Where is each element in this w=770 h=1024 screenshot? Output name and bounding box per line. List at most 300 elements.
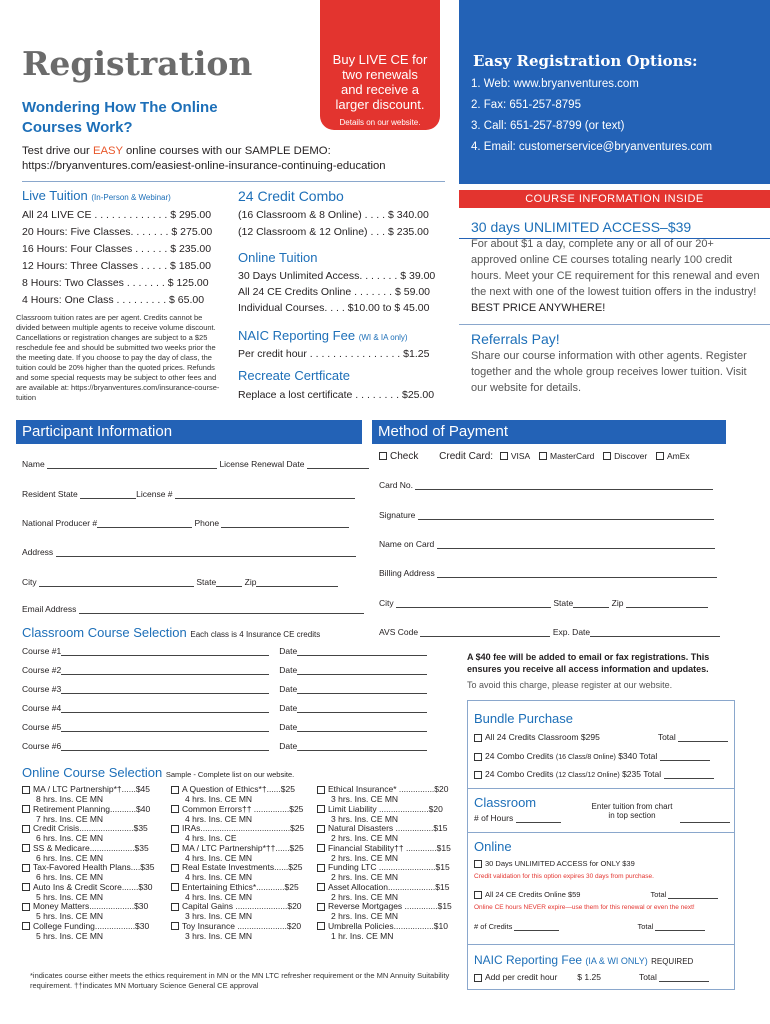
course-checkbox[interactable] (171, 825, 179, 833)
online-course-item[interactable] (22, 804, 167, 824)
course-checkbox[interactable] (317, 864, 325, 872)
course-4-line[interactable] (61, 704, 269, 713)
date-label: Date (279, 741, 298, 751)
unlimited-body: For about $1 a day, complete any or all of our 20+ approved online CE courses totaling nearly 100 credit hours. Meet your CE requirement for this renewal and even the next with one of the lowest tuition offers in the industry! (471, 238, 760, 298)
online-course-item[interactable] (22, 901, 167, 921)
course-2-row[interactable] (22, 665, 427, 675)
city-line[interactable] (39, 578, 194, 587)
live-row-6: 4 Hours: One Class . . . . . . . . . $ 65.00 (22, 294, 205, 306)
course-1-label: Course #1 (22, 646, 62, 656)
demo-pre: Test drive our (22, 145, 93, 157)
course-checkbox[interactable] (22, 903, 30, 911)
bundle-3-total: $235 Total (622, 769, 662, 779)
credits-total-line[interactable] (655, 922, 705, 931)
online-course-item[interactable] (171, 901, 316, 921)
avs-line[interactable] (420, 628, 550, 637)
resident-label: Resident State (22, 489, 78, 499)
course-hours: 5 hrs. Ins. CE MN (36, 891, 104, 902)
billing-field[interactable] (379, 568, 717, 578)
naic-bundle-label: Add per credit hour (485, 972, 558, 982)
online-all-total: Total (650, 890, 667, 899)
course-title: Financial Stability†† .............$15 (328, 842, 451, 853)
course-hours: 2 hrs. Ins. CE MN (331, 852, 399, 863)
bundle-1-checkbox[interactable] (474, 734, 482, 742)
date-label: Date (279, 665, 298, 675)
hours-field[interactable] (474, 813, 561, 823)
course-title: Natural Disasters ................$15 (328, 823, 448, 833)
course-checkbox[interactable] (317, 844, 325, 852)
payment-type-row (379, 451, 690, 462)
online-all-label: All 24 CE Credits Online $59 (485, 890, 581, 899)
online-course-item[interactable] (22, 882, 167, 902)
naic-bundle-price: $ 1.25 (577, 972, 601, 982)
online-course-item[interactable] (317, 784, 462, 804)
divider (459, 324, 770, 325)
tuition-fine-print: Classroom tuition rates are per agent. Credits cannot be divided between multiple agents to receive volume discount. Cancellations or registration changes are subject to a $25 reschedule fee and should be submitted two weeks prior the the meeting date. If you choose to pay the day of class, the tuition could be 20% higher than the quoted prices. Refunds and some special requests may be subject to other fees and are available at: https://bryanventures.com/insurance-course-tuition (16, 313, 220, 402)
online-course-item[interactable] (22, 823, 167, 843)
email-field[interactable] (22, 604, 364, 614)
online-course-item[interactable] (171, 862, 316, 882)
combo-heading: 24 Credit Combo (238, 188, 344, 204)
naic-bundle-row[interactable] (474, 972, 709, 982)
course-hours: 6 hrs. Ins. CE MN (36, 852, 104, 863)
course-6-line[interactable] (61, 742, 269, 751)
live-row-1: All 24 LIVE CE . . . . . . . . . . . . . $ 295.00 (22, 209, 212, 221)
promo-line-4: larger discount. (335, 97, 425, 112)
course-3-row[interactable] (22, 684, 427, 694)
course-hours: 5 hrs. Ins. CE MN (36, 930, 104, 941)
date-3-line[interactable] (297, 685, 427, 694)
online-bundle-row-1[interactable] (474, 859, 635, 868)
npn-label: National Producer # (22, 518, 98, 528)
referrals-text: Share our course information with other agents. Register together and the whole group receives lower tuition. Visit our website for details. (471, 350, 747, 394)
unlimited-text (471, 236, 761, 316)
hours-label: # of Hours (474, 813, 514, 823)
divider (467, 832, 735, 833)
course-hours: 3 hrs. Ins. CE MN (185, 911, 253, 921)
classroom-total[interactable] (680, 813, 730, 823)
naic-small: (WI & IA only) (358, 333, 408, 342)
license-no-label: License # (136, 489, 173, 499)
bundle-3-label: 24 Combo Credits (485, 769, 554, 779)
course-checkbox[interactable] (22, 844, 30, 852)
online-course-item[interactable] (317, 804, 462, 824)
bundle-3-checkbox[interactable] (474, 771, 482, 779)
credits-line[interactable] (514, 922, 559, 931)
online-bundle-heading: Online (474, 839, 512, 854)
combo-row-1: (16 Classroom & 8 Online) . . . . $ 340.00 (238, 209, 429, 221)
online-course-item[interactable] (317, 862, 462, 882)
check-checkbox[interactable] (379, 452, 387, 460)
resident-line[interactable] (80, 490, 136, 499)
demo-text (22, 144, 442, 174)
promo-details: Details on our website. (339, 118, 421, 127)
bundle-row-1[interactable] (474, 732, 728, 742)
naic-heading (238, 328, 408, 343)
naic-title: NAIC Reporting Fee (238, 328, 356, 343)
online-note-2: Online CE hours NEVER expire—use them for this renewal or even the next! (474, 904, 695, 911)
online-row-2: All 24 CE Credits Online . . . . . . . $ 59.00 (238, 286, 431, 298)
live-tuition-small: (In-Person & Webinar) (91, 193, 171, 202)
bundle-3-sub: (12 Class/12 Online) (555, 772, 620, 779)
course-hours: 4 hrs. Ins. CE MN (185, 852, 253, 863)
email-label: Email Address (22, 604, 77, 614)
page-title: Registration (22, 44, 253, 83)
online-course-item[interactable] (22, 843, 167, 863)
avs-label: AVS Code (379, 627, 419, 637)
course-hours: 3 hrs. Ins. CE MN (331, 794, 399, 804)
course-checkbox[interactable] (22, 786, 30, 794)
address-label: Address (22, 547, 54, 557)
fee-notice: A $40 fee will be added to email or fax registrations. This ensures you receive all access information and updates. (467, 652, 710, 674)
pay-zip-label: Zip (611, 598, 624, 608)
course-checkbox[interactable] (317, 922, 325, 930)
online-course-item[interactable] (317, 901, 462, 921)
online-course-item[interactable] (171, 843, 316, 863)
course-checkbox[interactable] (171, 922, 179, 930)
address-line[interactable] (56, 548, 356, 557)
course-checkbox[interactable] (22, 883, 30, 891)
best-price: BEST PRICE ANYWHERE! (471, 302, 606, 314)
date-1-line[interactable] (297, 647, 427, 656)
course-title: A Question of Ethics*†......$25 (182, 784, 295, 794)
course-hours: 2 hrs. Ins. CE MN (331, 891, 399, 902)
online-col-3 (317, 784, 462, 940)
course-title: Toy Insurance .....................$20 (182, 920, 302, 931)
visa-label: VISA (510, 451, 531, 461)
course-checkbox[interactable] (317, 825, 325, 833)
course-checkbox[interactable] (22, 805, 30, 813)
name-on-card-label: Name on Card (379, 539, 435, 549)
online-row-1: 30 Days Unlimited Access. . . . . . . $ 39.00 (238, 270, 436, 282)
amex-label: AmEx (667, 451, 690, 461)
exp-label: Exp. Date (552, 627, 591, 637)
online-course-item[interactable] (171, 823, 316, 843)
email-line[interactable] (79, 605, 364, 614)
course-checkbox[interactable] (171, 903, 179, 911)
online-unlimited-label: 30 Days UNLIMITED ACCESS for ONLY $39 (485, 859, 635, 868)
course-hours: 4 hrs. Ins. CE MN (185, 794, 253, 804)
credits-label: # of Credits (474, 922, 513, 931)
online-course-item[interactable] (317, 823, 462, 843)
zip-label: Zip (244, 577, 257, 587)
bundle-2-checkbox[interactable] (474, 753, 482, 761)
online-footnote: *indicates course either meets the ethics requirement in MN or the MN LTC refresher requirement or the MN Annuity Suitability requirement. ††indicates MN Mortuary Science General CE approval (30, 971, 450, 990)
divider (467, 944, 735, 945)
online-course-item[interactable] (22, 862, 167, 882)
course-checkbox[interactable] (317, 805, 325, 813)
pay-state-line[interactable] (573, 599, 609, 608)
course-checkbox[interactable] (171, 864, 179, 872)
course-checkbox[interactable] (22, 922, 30, 930)
enter-tuition-note: Enter tuition from chart in top section (591, 802, 673, 820)
bundle-row-3[interactable] (474, 769, 714, 779)
signature-label: Signature (379, 510, 416, 520)
course-title: Capital Gains ......................$20 (182, 901, 302, 911)
course-hours: 4 hrs. Ins. CE MN (185, 891, 253, 902)
city-label: City (22, 577, 37, 587)
course-title: MA / LTC Partnership*†......$45 (33, 784, 151, 794)
bundle-3-line[interactable] (664, 770, 714, 779)
date-4-line[interactable] (297, 704, 427, 713)
course-hours: 3 hrs. Ins. CE MN (331, 813, 399, 824)
course-hours: 2 hrs. Ins. CE MN (331, 833, 399, 843)
date-label: Date (279, 703, 298, 713)
pay-zip-line[interactable] (626, 599, 708, 608)
online-selection-heading (22, 765, 294, 780)
mastercard-checkbox[interactable] (539, 452, 547, 460)
course-title: Credit Crisis.......................$35 (33, 823, 148, 833)
billing-line[interactable] (437, 569, 717, 578)
online-all-line[interactable] (668, 890, 718, 899)
classroom-selection-heading (22, 625, 320, 640)
course-5-row[interactable] (22, 722, 427, 732)
demo-post: online courses with our SAMPLE DEMO: (122, 145, 331, 157)
name-on-card-field[interactable] (379, 539, 715, 549)
online-course-item[interactable] (171, 804, 316, 824)
course-title: Limit Liability .....................$20 (328, 803, 443, 814)
unlimited-heading: 30 days UNLIMITED ACCESS–$39 (471, 219, 692, 235)
course-title: SS & Medicare...................$35 (33, 842, 149, 853)
combo-row-2: (12 Classroom & 12 Online) . . . $ 235.00 (238, 226, 429, 238)
classroom-bundle-heading: Classroom (474, 795, 537, 810)
online-all-checkbox[interactable] (474, 891, 482, 899)
mastercard-label: MasterCard (549, 451, 595, 461)
course-2-label: Course #2 (22, 665, 62, 675)
online-note-1: Credit validation for this option expires 30 days from purchase. (474, 873, 654, 880)
course-3-label: Course #3 (22, 684, 62, 694)
course-hours: 4 hrs. Ins. CE (185, 833, 237, 843)
online-col-2 (171, 784, 316, 940)
course-hours: 8 hrs. Ins. CE MN (36, 794, 104, 804)
live-tuition-title: Live Tuition (22, 188, 88, 203)
state-label: State (196, 577, 217, 587)
course-checkbox[interactable] (317, 786, 325, 794)
course-title: Funding LTC ........................$15 (328, 862, 450, 872)
course-hours: 4 hrs. Ins. CE MN (185, 813, 253, 824)
bundle-row-2[interactable] (474, 751, 710, 761)
course-checkbox[interactable] (22, 864, 30, 872)
pay-city-label: City (379, 598, 394, 608)
online-tuition-heading: Online Tuition (238, 250, 318, 265)
promo-line-2: two renewals (342, 67, 418, 82)
discover-label: Discover (614, 451, 648, 461)
promo-badge (320, 0, 440, 130)
amex-checkbox[interactable] (656, 452, 664, 460)
online-course-item[interactable] (171, 921, 316, 941)
course-hours: 2 hrs. Ins. CE MN (331, 911, 399, 921)
phone-label: Phone (194, 518, 220, 528)
zip-line[interactable] (256, 578, 338, 587)
pay-city-field[interactable] (379, 598, 708, 608)
course-hours: 2 hrs. Ins. CE MN (331, 872, 399, 882)
course-title: Money Matters...................$30 (33, 901, 149, 911)
address-field[interactable] (22, 547, 356, 557)
license-label: License Renewal Date (219, 459, 305, 469)
course-title: Tax-Favored Health Plans....$35 (33, 862, 155, 872)
name-on-card-line[interactable] (437, 540, 715, 549)
live-row-3: 16 Hours: Four Classes . . . . . . $ 235.00 (22, 243, 212, 255)
recreate-row: Replace a lost certificate . . . . . . . . $25.00 (238, 389, 435, 401)
option-email[interactable]: 4. Email: customerservice@bryanventures.com (471, 141, 713, 153)
course-title: Retirement Planning...........$40 (33, 803, 151, 814)
course-title: Ethical Insurance* ...............$20 (328, 784, 449, 794)
online-course-item[interactable] (171, 784, 316, 804)
online-course-item[interactable] (22, 784, 167, 804)
course-title: College Funding.................$30 (33, 920, 150, 931)
online-bundle-row-2[interactable] (474, 890, 718, 899)
npn-field[interactable] (22, 518, 349, 528)
pay-city-line[interactable] (396, 599, 551, 608)
course-title: Asset Allocation....................$15 (328, 881, 450, 892)
course-title: Real Estate Investments......$25 (182, 862, 303, 872)
date-label: Date (279, 722, 298, 732)
card-no-field[interactable] (379, 480, 713, 490)
subtitle: Wondering How The Online Courses Work? (22, 99, 218, 136)
bundle-2-total: $340 Total (618, 751, 658, 761)
course-info-bar: COURSE INFORMATION INSIDE (459, 190, 770, 208)
online-row-3: Individual Courses. . . . $10.00 to $ 45.00 (238, 302, 430, 314)
naic-checkbox[interactable] (474, 974, 482, 982)
demo-url[interactable]: https://bryanventures.com/easiest-online-insurance-continuing-education (22, 160, 386, 172)
course-hours: 5 hrs. Ins. CE MN (36, 911, 104, 921)
naic-total-label: Total (638, 972, 657, 982)
promo-line-1: Buy LIVE CE for (332, 52, 428, 67)
course-hours: 6 hrs. Ins. CE MN (36, 833, 104, 843)
phone-line[interactable] (221, 519, 349, 528)
course-checkbox[interactable] (317, 903, 325, 911)
check-label: Check (390, 451, 419, 462)
easy-registration-title: Easy Registration Options: (473, 52, 698, 70)
bundle-1-line[interactable] (678, 733, 728, 742)
course-6-row[interactable] (22, 741, 427, 751)
course-checkbox[interactable] (171, 883, 179, 891)
signature-field[interactable] (379, 510, 714, 520)
course-title: Auto Ins & Credit Score.......$30 (33, 881, 153, 892)
exp-line[interactable] (590, 628, 720, 637)
course-checkbox[interactable] (22, 825, 30, 833)
naic-bundle-title: NAIC Reporting Fee (474, 953, 583, 967)
online-selection-small: Sample - Complete list on our website. (165, 770, 295, 779)
online-course-item[interactable] (22, 921, 167, 941)
billing-label: Billing Address (379, 568, 435, 578)
course-2-line[interactable] (61, 666, 269, 675)
demo-easy: EASY (92, 145, 123, 157)
state-line[interactable] (216, 578, 242, 587)
credits-field[interactable] (474, 922, 705, 931)
course-checkbox[interactable] (171, 805, 179, 813)
license-no-line[interactable] (175, 490, 355, 499)
classroom-selection-small: Each class is 4 Insurance CE credits (190, 630, 321, 639)
bundle-heading: Bundle Purchase (474, 711, 574, 726)
course-5-label: Course #5 (22, 722, 62, 732)
bundle-2-sub: (16 Class/8 Online) (555, 754, 616, 761)
course-title: Common Errors†† ...............$25 (182, 803, 304, 814)
bundle-1-label: All 24 Credits Classroom $295 (485, 732, 600, 742)
course-6-label: Course #6 (22, 741, 62, 751)
option-call: 3. Call: 651-257-8799 (or text) (471, 120, 625, 132)
divider (467, 788, 735, 789)
naic-required: REQUIRED (651, 957, 694, 966)
classroom-total-line[interactable] (680, 814, 730, 823)
online-unlimited-checkbox[interactable] (474, 860, 482, 868)
classroom-selection-title: Classroom Course Selection (22, 625, 187, 640)
discover-checkbox[interactable] (603, 452, 611, 460)
online-course-item[interactable] (317, 921, 462, 941)
pay-state-label: State (553, 598, 574, 608)
course-1-line[interactable] (61, 647, 269, 656)
course-4-row[interactable] (22, 703, 427, 713)
course-hours: 7 hrs. Ins. CE MN (36, 813, 104, 824)
signature-line[interactable] (418, 511, 714, 520)
live-row-2: 20 Hours: Five Classes. . . . . . . $ 275.00 (22, 226, 213, 238)
course-hours: 6 hrs. Ins. CE MN (36, 872, 104, 882)
course-5-line[interactable] (61, 723, 269, 732)
course-1-row[interactable] (22, 646, 427, 656)
online-course-item[interactable] (171, 882, 316, 902)
online-course-item[interactable] (317, 882, 462, 902)
resident-field[interactable] (22, 489, 355, 499)
live-row-5: 8 Hours: Two Classes . . . . . . . $ 125.00 (22, 277, 209, 289)
promo-line-3: and receive a (340, 82, 420, 97)
course-checkbox[interactable] (171, 786, 179, 794)
online-col-1 (22, 784, 167, 940)
date-label: Date (279, 684, 298, 694)
referrals-heading: Referrals Pay! (471, 331, 560, 347)
recreate-heading: Recreate Certficate (238, 368, 350, 383)
date-5-line[interactable] (297, 723, 427, 732)
course-hours: 1 hr. Ins. CE MN (331, 930, 394, 941)
course-title: Umbrella Policies.................$10 (328, 920, 448, 931)
card-no-label: Card No. (379, 480, 414, 490)
course-hours: 3 hrs. Ins. CE MN (185, 930, 253, 941)
naic-row: Per credit hour . . . . . . . . . . . . . . . . $1.25 (238, 348, 430, 360)
hours-line[interactable] (516, 814, 561, 823)
date-2-line[interactable] (297, 666, 427, 675)
course-title: Entertaining Ethics*............$25 (182, 881, 299, 892)
option-fax: 2. Fax: 651-257-8795 (471, 99, 581, 111)
visa-checkbox[interactable] (500, 452, 508, 460)
naic-total-line[interactable] (659, 973, 709, 982)
name-field[interactable] (22, 459, 369, 469)
live-row-4: 12 Hours: Three Classes . . . . . $ 185.00 (22, 260, 211, 272)
course-3-line[interactable] (61, 685, 269, 694)
divider (22, 181, 445, 182)
date-6-line[interactable] (297, 742, 427, 751)
city-field[interactable] (22, 577, 338, 587)
name-label: Name (22, 459, 45, 469)
credits-total-label: Total (637, 922, 654, 931)
bundle-2-line[interactable] (660, 752, 710, 761)
card-no-line[interactable] (415, 481, 713, 490)
npn-line[interactable] (97, 519, 192, 528)
fee-avoid: To avoid this charge, please register at our website. (467, 680, 673, 690)
course-checkbox[interactable] (171, 844, 179, 852)
license-date-line[interactable] (307, 460, 369, 469)
name-line[interactable] (47, 460, 217, 469)
bundle-1-total: Total (657, 732, 676, 742)
option-web[interactable]: 1. Web: www.bryanventures.com (471, 78, 639, 90)
credit-label: Credit Card: (439, 451, 494, 462)
easy-registration-panel (459, 0, 770, 184)
participant-bar: Participant Information (16, 420, 362, 444)
course-title: MA / LTC Partnership*††......$25 (182, 842, 304, 853)
course-checkbox[interactable] (317, 883, 325, 891)
avs-field[interactable] (379, 627, 720, 637)
course-hours: 4 hrs. Ins. CE MN (185, 872, 253, 882)
payment-bar: Method of Payment (372, 420, 726, 444)
online-course-item[interactable] (317, 843, 462, 863)
